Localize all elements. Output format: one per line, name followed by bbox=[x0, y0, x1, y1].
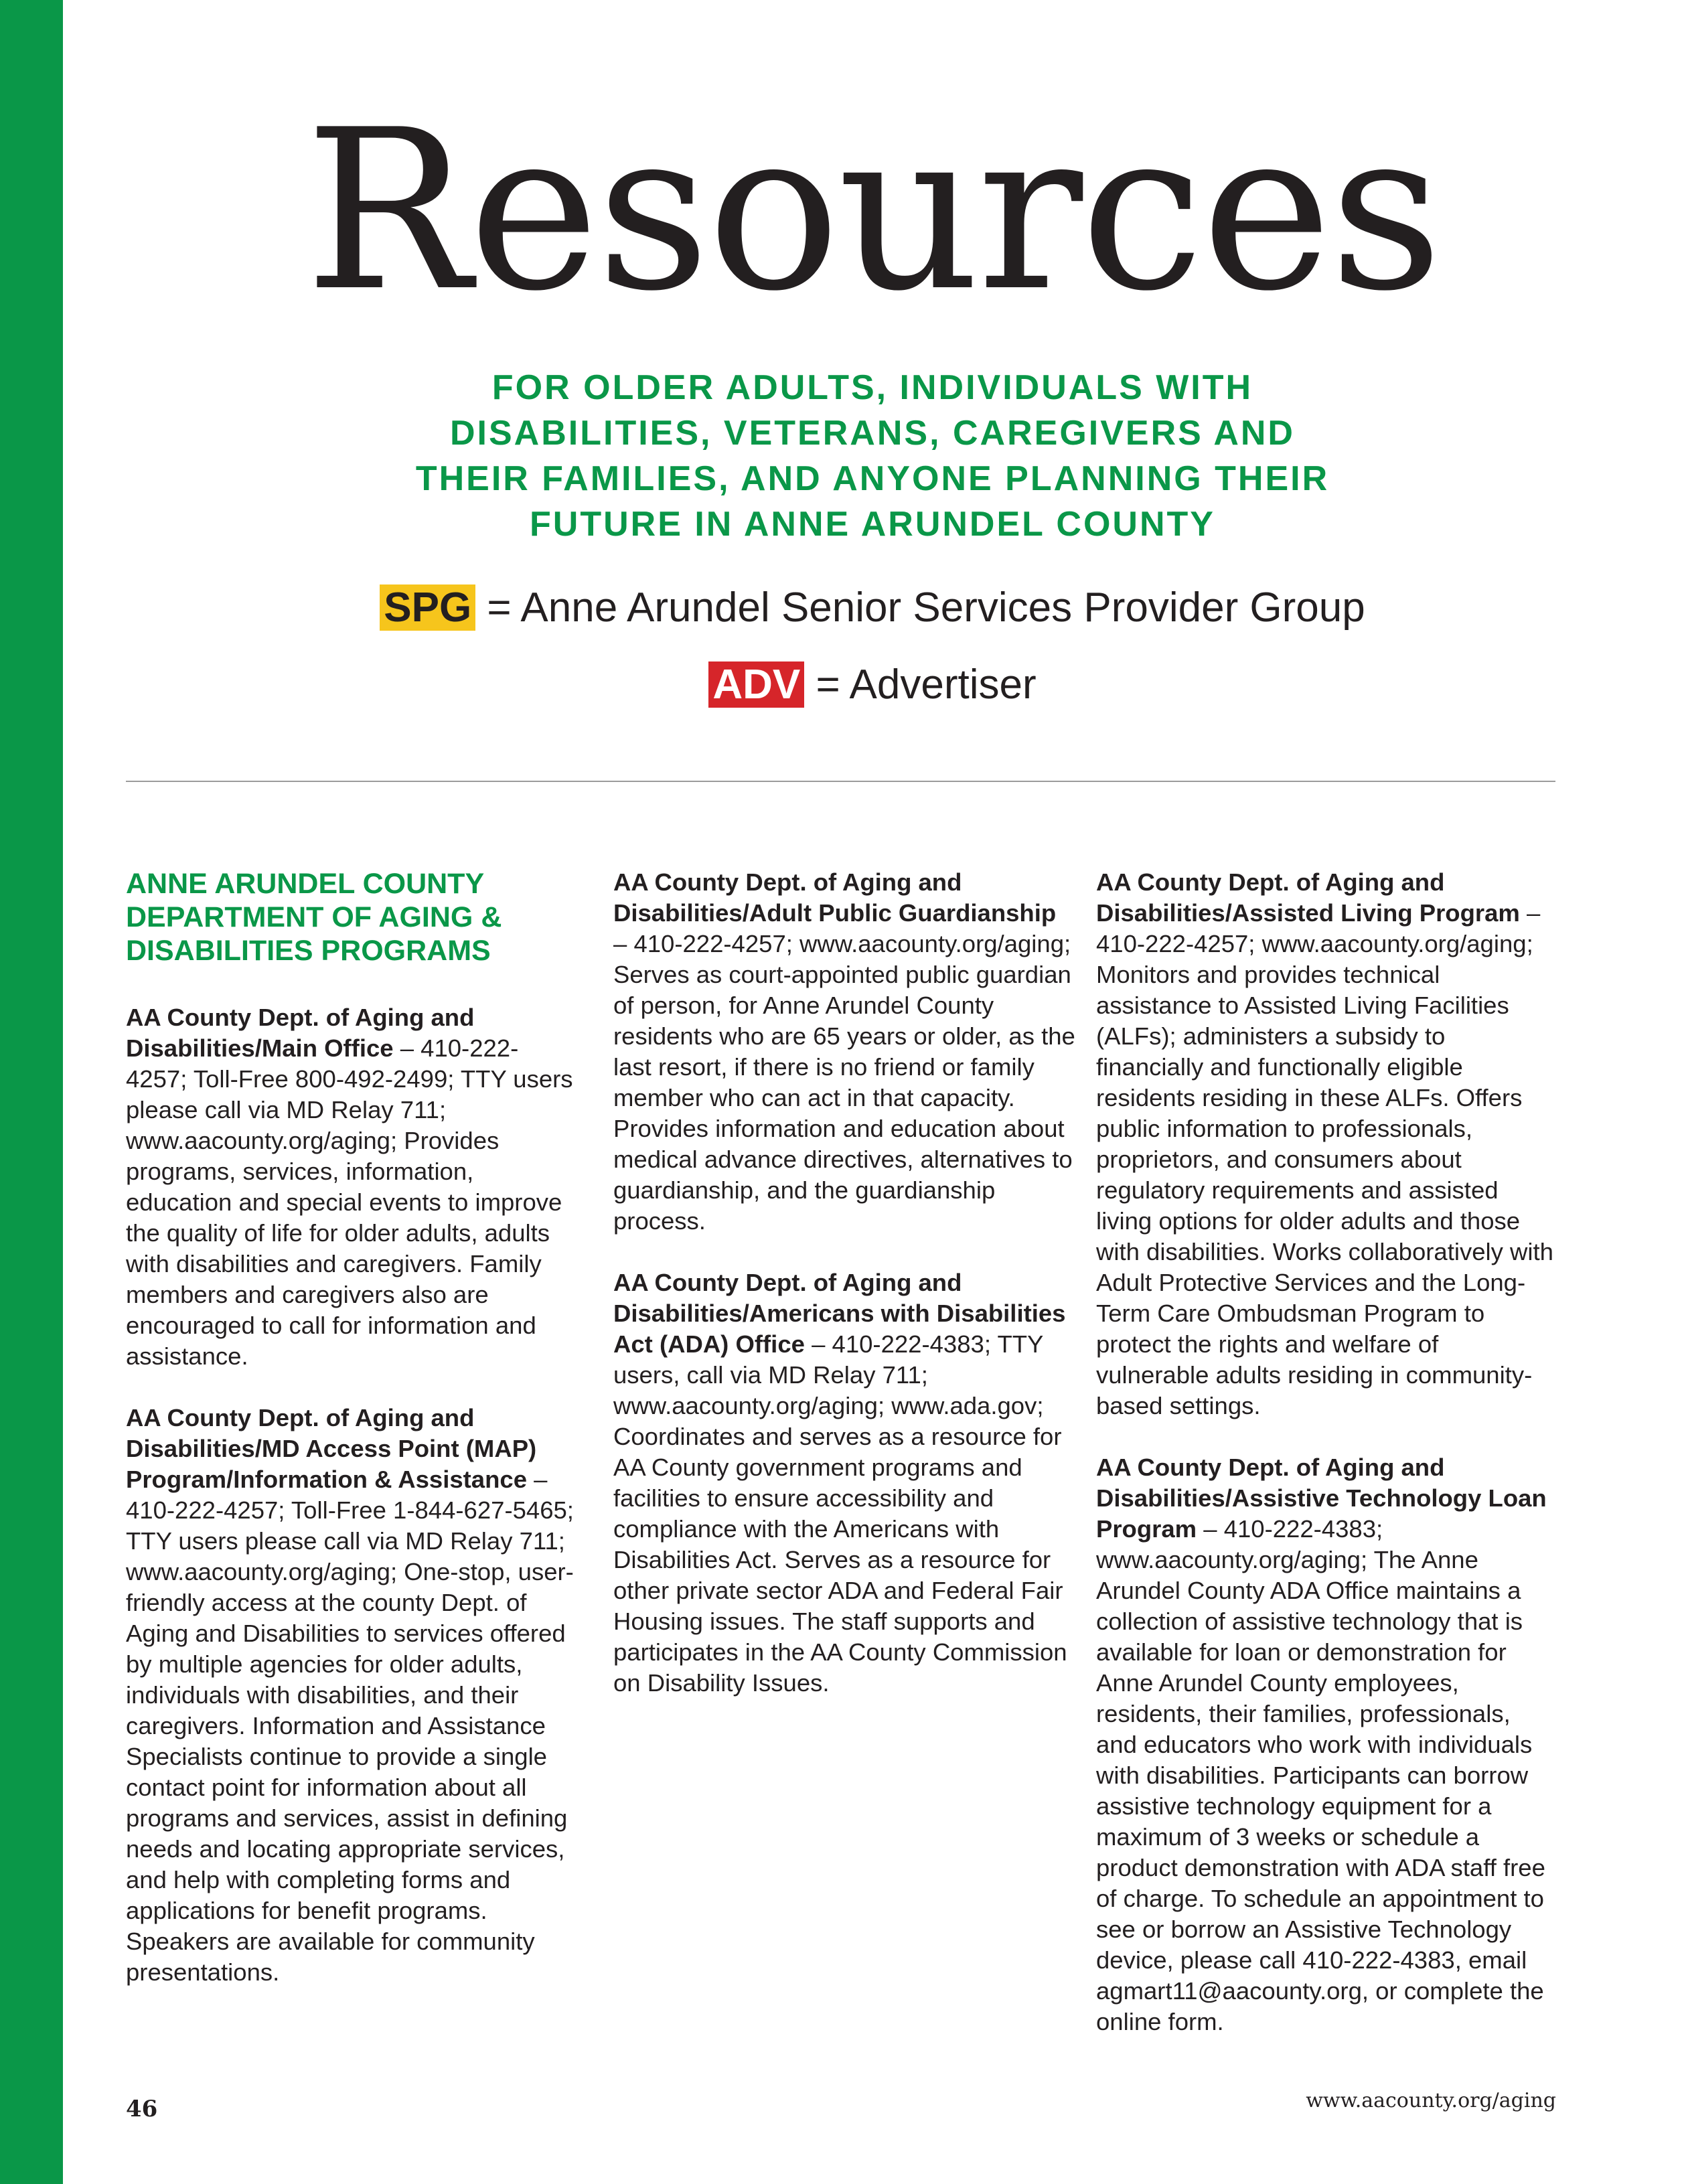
entry-name: AA County Dept. of Aging and Disabilities/Americans with Disabilities Act (ADA) Office bbox=[613, 1269, 1066, 1358]
resource-entry bbox=[126, 1002, 579, 1372]
entry-name: AA County Dept. of Aging and Disabilities/Assistive Technology Loan Program bbox=[1096, 1454, 1547, 1543]
entry-name: AA County Dept. of Aging and Disabilities/Adult Public Guardianship bbox=[613, 868, 1057, 927]
resource-entry bbox=[1096, 867, 1557, 1421]
resource-entry bbox=[613, 1267, 1075, 1699]
page-title: Resources bbox=[305, 82, 1440, 339]
column-1 bbox=[126, 867, 579, 2019]
spg-legend-text: = Anne Arundel Senior Services Provider Group bbox=[475, 584, 1365, 631]
subtitle-line: DISABILITIES, VETERANS, CAREGIVERS AND bbox=[450, 414, 1295, 453]
resource-entry bbox=[613, 867, 1075, 1237]
entry-text: – 410-222-4383; TTY users, call via MD Relay 711; www.aacounty.org/aging; www.ada.gov; Coordinates and serves as a resource for AA County government programs and facilities to ensure accessibility and compliance with the Americans with Disabilities Act. Serves as a resource for other private sector ADA and Federal Fair Housing issues. The staff supports and participates in the AA County Commission on Disability Issues. bbox=[613, 1330, 1067, 1697]
page-subtitle bbox=[63, 365, 1682, 547]
column-3 bbox=[1096, 867, 1557, 2068]
divider-rule bbox=[126, 781, 1555, 782]
entry-text: – 410-222-4257; www.aacounty.org/aging; Serves as court-appointed public guardian of person, for Anne Arundel County residents who are 65 years or older, as the last resort, if there is no friend or family member who can act in that capacity. Provides information and education about medical advance directives, alternatives to guardianship, and the guardianship process. bbox=[613, 930, 1075, 1235]
subtitle-line: THEIR FAMILIES, AND ANYONE PLANNING THEIR bbox=[415, 459, 1330, 498]
legend-spg bbox=[63, 584, 1682, 631]
subtitle-line: FOR OLDER ADULTS, INDIVIDUALS WITH bbox=[491, 368, 1253, 407]
subtitle-line: FUTURE IN ANNE ARUNDEL COUNTY bbox=[530, 505, 1215, 544]
section-heading: ANNE ARUNDEL COUNTY DEPARTMENT OF AGING & DISABILITIES PROGRAMS bbox=[126, 868, 502, 967]
legend-adv bbox=[63, 661, 1682, 708]
entry-text: – 410-222-4257; Toll-Free 1-844-627-5465; TTY users please call via MD Relay 711; www.aacounty.org/aging; One-stop, user-friendly access at the county Dept. of Aging and Disabilities to services offered by multiple agencies for older adults, individuals with disabilities, and their caregivers. Information and Assistance Specialists continue to provide a single contact point for information about all programs and services, assist in defining needs and locating appropriate services, and help with completing forms and applications for benefit programs. Speakers are available for community presentations. bbox=[126, 1466, 574, 1986]
entry-name: AA County Dept. of Aging and Disabilities/Main Office bbox=[126, 1004, 475, 1062]
resource-entry bbox=[1096, 1452, 1557, 2037]
entry-name: AA County Dept. of Aging and Disabilities/Assisted Living Program bbox=[1096, 868, 1520, 927]
spg-badge: SPG bbox=[380, 584, 475, 631]
page-number: 46 bbox=[126, 2096, 158, 2122]
column-2 bbox=[613, 867, 1075, 1729]
resource-entry bbox=[126, 1403, 579, 1988]
entry-text: – 410-222-4257; www.aacounty.org/aging; Monitors and provides technical assistance to Assisted Living Facilities (ALFs); administers a subsidy to financially and functionally eligible residents residing in these ALFs. Offers public information to professionals, proprietors, and consumers about regulatory requirements and assisted living options for older adults and those with disabilities. Works collaboratively with Adult Protective Services and the Long-Term Care Ombudsman Program to protect the rights and welfare of vulnerable adults residing in community-based settings. bbox=[1096, 899, 1553, 1419]
entry-name: AA County Dept. of Aging and Disabilities/MD Access Point (MAP) Program/Information & Assistance bbox=[126, 1404, 537, 1493]
adv-badge: ADV bbox=[708, 661, 804, 708]
entry-text: – 410-222-4257; Toll-Free 800-492-2499; TTY users please call via MD Relay 711; www.aacounty.org/aging; Provides programs, services, information, education and special events to improve the quality of life for older adults, adults with disabilities and caregivers. Family members and caregivers also are encouraged to call for information and assistance. bbox=[126, 1034, 573, 1370]
adv-legend-text: = Advertiser bbox=[804, 661, 1037, 708]
entry-text: – 410-222-4383; www.aacounty.org/aging; The Anne Arundel County ADA Office maintains a collection of assistive technology that is available for loan or demonstration for Anne Arundel County employees, residents, their families, professionals, and educators who work with individuals with disabilities. Participants can borrow assistive technology equipment for a maximum of 3 weeks or schedule a product demonstration with ADA staff free of charge. To schedule an appointment to see or borrow an Assistive Technology device, please call 410-222-4383, email agmart11@aacounty.org, or complete the online form. bbox=[1096, 1515, 1545, 2035]
green-side-bar bbox=[0, 0, 63, 2184]
footer-url: www.aacounty.org/aging bbox=[1306, 2089, 1556, 2112]
